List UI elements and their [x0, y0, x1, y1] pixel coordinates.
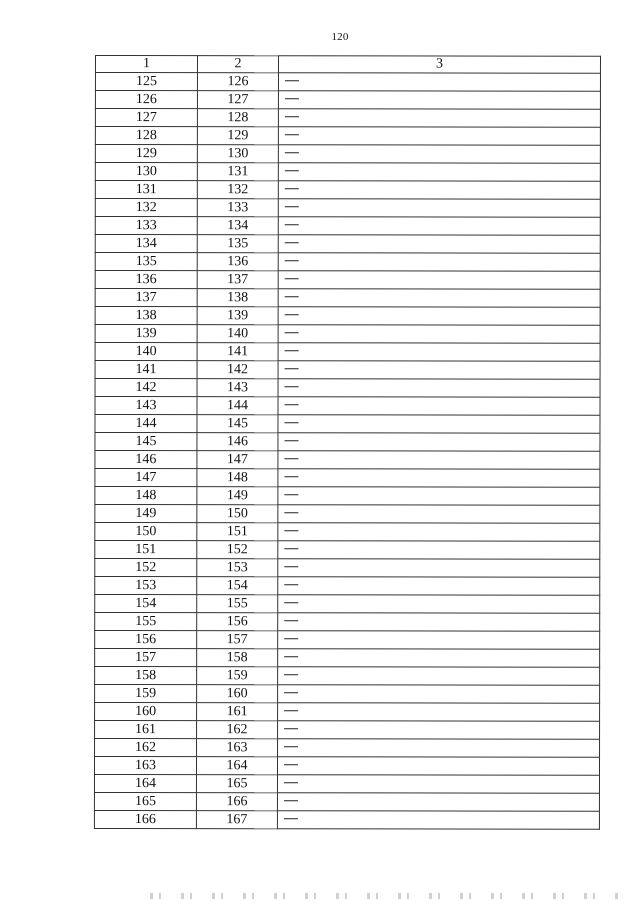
table-row [95, 415, 600, 434]
cell-col-3 [278, 721, 600, 739]
table-row [95, 271, 600, 290]
cell-col-3 [278, 325, 600, 343]
cell-col-1: 128 [95, 127, 197, 145]
cell-col-2: 143 [197, 379, 278, 397]
table-row [95, 91, 600, 110]
cell-col-1: 143 [95, 397, 197, 415]
dash-mark [285, 225, 299, 226]
dash-mark [285, 297, 299, 298]
dash-mark [284, 639, 298, 640]
cell-col-2: 164 [196, 757, 277, 775]
table-row [95, 307, 600, 326]
cell-col-1: 145 [95, 433, 197, 451]
cell-col-3 [278, 613, 600, 631]
table-row [95, 523, 600, 542]
cell-col-2: 150 [197, 505, 278, 523]
table-row [95, 739, 600, 758]
column-header-3: 3 [278, 56, 600, 73]
table-row [95, 433, 600, 452]
dash-mark [285, 351, 299, 352]
cell-col-2: 161 [197, 703, 278, 721]
table-row [94, 793, 599, 812]
cell-col-3 [277, 775, 599, 793]
dash-mark [284, 531, 298, 532]
cell-col-1: 138 [95, 307, 197, 325]
cell-col-1: 153 [95, 577, 197, 595]
cell-col-3 [278, 343, 600, 361]
cell-col-3 [278, 487, 600, 505]
dash-mark [285, 369, 299, 370]
cell-col-1: 161 [95, 721, 197, 739]
dash-mark [285, 243, 299, 244]
cell-col-3 [278, 595, 600, 613]
dash-mark [285, 207, 299, 208]
table-row [95, 559, 600, 578]
table-row [95, 163, 600, 182]
cell-col-2: 138 [197, 289, 278, 307]
table-row [95, 289, 600, 308]
cell-col-3 [278, 505, 600, 523]
dash-mark [284, 801, 298, 802]
cell-col-2: 136 [197, 253, 278, 271]
cell-col-2: 139 [197, 307, 278, 325]
cell-col-2: 147 [197, 451, 278, 469]
cell-col-1: 147 [95, 469, 197, 487]
data-table-container [94, 55, 600, 830]
cell-col-1: 148 [95, 487, 197, 505]
cell-col-2: 156 [197, 613, 278, 631]
dash-mark [284, 783, 298, 784]
dash-mark [284, 819, 298, 820]
cell-col-1: 158 [95, 667, 197, 685]
table-row [95, 667, 600, 686]
cell-col-2: 129 [197, 127, 278, 145]
cell-col-1: 129 [95, 145, 197, 163]
table-row [95, 703, 600, 722]
dash-mark [285, 189, 299, 190]
table-row [95, 127, 600, 146]
cell-col-2: 130 [197, 145, 278, 163]
dash-mark [285, 135, 299, 136]
table-row [95, 73, 600, 92]
table-row [95, 181, 600, 200]
cell-col-3 [278, 163, 600, 181]
dash-mark [284, 747, 298, 748]
cell-col-3 [278, 451, 600, 469]
table-row [95, 397, 600, 416]
cell-col-2: 140 [197, 325, 278, 343]
cell-col-3 [278, 703, 600, 721]
cell-col-3 [277, 757, 599, 775]
cell-col-2: 137 [197, 271, 278, 289]
cell-col-2: 165 [196, 775, 277, 793]
cell-col-3 [278, 307, 600, 325]
cell-col-3 [278, 289, 600, 307]
cell-col-2: 157 [197, 631, 278, 649]
dash-mark [284, 693, 298, 694]
table-row [95, 451, 600, 470]
cell-col-3 [278, 127, 600, 145]
cell-col-3 [278, 181, 600, 199]
cell-col-3 [278, 469, 600, 487]
cell-col-3 [278, 541, 600, 559]
cell-col-2: 167 [196, 811, 277, 829]
dash-mark [285, 333, 299, 334]
dash-mark [285, 315, 299, 316]
cell-col-3 [278, 253, 600, 271]
column-header-1: 1 [95, 56, 197, 73]
cell-col-3 [278, 73, 600, 91]
column-header-2: 2 [197, 56, 278, 73]
cell-col-1: 149 [95, 505, 197, 523]
cell-col-1: 165 [94, 793, 196, 811]
cell-col-1: 151 [95, 541, 197, 559]
cell-col-3 [278, 91, 600, 109]
dash-mark [285, 405, 299, 406]
cell-col-2: 128 [197, 109, 278, 127]
cell-col-1: 126 [95, 91, 197, 109]
cell-col-2: 163 [197, 739, 278, 757]
table-row [95, 145, 600, 164]
cell-col-2: 158 [197, 649, 278, 667]
table-row [95, 469, 600, 488]
cell-col-3 [278, 271, 600, 289]
table-row [95, 595, 600, 614]
cell-col-2: 145 [197, 415, 278, 433]
table-row [95, 253, 600, 272]
dash-mark [284, 513, 298, 514]
cell-col-1: 155 [95, 613, 197, 631]
cell-col-1: 163 [94, 757, 196, 775]
cell-col-3 [278, 379, 600, 397]
cell-col-1: 159 [95, 685, 197, 703]
cell-col-3 [278, 631, 600, 649]
cell-col-1: 166 [94, 810, 196, 828]
cell-col-1: 139 [95, 325, 197, 343]
dash-mark [285, 153, 299, 154]
cell-col-3 [278, 577, 600, 595]
table-row [95, 721, 600, 740]
cell-col-2: 152 [197, 541, 278, 559]
dash-mark [284, 423, 298, 424]
cell-col-3 [277, 811, 599, 829]
cell-col-3 [278, 667, 600, 685]
dash-mark [284, 549, 298, 550]
dash-mark [284, 765, 298, 766]
dash-mark [285, 261, 299, 262]
cell-col-1: 144 [95, 415, 197, 433]
table-row [95, 235, 600, 254]
scan-artifact [150, 893, 620, 899]
cell-col-3 [278, 145, 600, 163]
cell-col-2: 149 [197, 487, 278, 505]
cell-col-1: 150 [95, 523, 197, 541]
cell-col-2: 155 [197, 595, 278, 613]
table-row [95, 505, 600, 524]
dash-mark [284, 657, 298, 658]
dash-mark [284, 459, 298, 460]
cell-col-1: 137 [95, 289, 197, 307]
table-row [95, 649, 600, 668]
cell-col-1: 134 [95, 235, 197, 253]
table-row [95, 343, 600, 362]
table-row [95, 109, 600, 128]
cell-col-1: 140 [95, 343, 197, 361]
dash-mark [284, 495, 298, 496]
cell-col-2: 159 [197, 667, 278, 685]
dash-mark [284, 675, 298, 676]
cell-col-2: 132 [197, 181, 278, 199]
dash-mark [285, 171, 299, 172]
table-row [94, 757, 599, 776]
table-row [95, 541, 600, 560]
cell-col-1: 125 [95, 73, 197, 91]
header-row [95, 56, 600, 74]
dash-mark [284, 441, 298, 442]
cell-col-1: 154 [95, 595, 197, 613]
cell-col-3 [278, 559, 600, 577]
dash-mark [285, 99, 299, 100]
table-row [95, 487, 600, 506]
cell-col-2: 154 [197, 577, 278, 595]
cell-col-2: 162 [197, 721, 278, 739]
cell-col-1: 132 [95, 199, 197, 217]
dash-mark [285, 81, 299, 82]
cell-col-3 [278, 217, 600, 235]
cell-col-2: 151 [197, 523, 278, 541]
cell-col-3 [278, 199, 600, 217]
dash-mark [284, 729, 298, 730]
cell-col-3 [278, 109, 600, 127]
cell-col-2: 134 [197, 217, 278, 235]
cell-col-3 [278, 397, 600, 415]
dash-mark [284, 585, 298, 586]
table-row [95, 685, 600, 704]
cell-col-1: 130 [95, 163, 197, 181]
table-row [95, 361, 600, 380]
table-row [95, 199, 600, 218]
dash-mark [284, 477, 298, 478]
dash-mark [285, 279, 299, 280]
cell-col-1: 127 [95, 109, 197, 127]
dash-mark [284, 711, 298, 712]
page-number: 120 [331, 31, 349, 43]
cell-col-1: 142 [95, 379, 197, 397]
cell-col-1: 152 [95, 559, 197, 577]
table-row [95, 379, 600, 398]
cell-col-2: 166 [196, 793, 277, 811]
cell-col-3 [278, 649, 600, 667]
table-body [94, 73, 600, 830]
cell-col-3 [278, 415, 600, 433]
table-header [95, 56, 600, 74]
cell-col-3 [277, 793, 599, 811]
cell-col-2: 153 [197, 559, 278, 577]
cell-col-2: 144 [197, 397, 278, 415]
table-row [95, 631, 600, 650]
table-row [95, 577, 600, 596]
cell-col-1: 146 [95, 451, 197, 469]
data-table [94, 55, 601, 830]
dash-mark [284, 567, 298, 568]
cell-col-3 [278, 433, 600, 451]
dash-mark [285, 117, 299, 118]
cell-col-2: 126 [197, 73, 278, 91]
table-row [94, 775, 599, 794]
cell-col-3 [278, 361, 600, 379]
cell-col-3 [278, 685, 600, 703]
cell-col-2: 142 [197, 361, 278, 379]
dash-mark [284, 603, 298, 604]
cell-col-2: 131 [197, 163, 278, 181]
cell-col-1: 160 [95, 703, 197, 721]
cell-col-2: 148 [197, 469, 278, 487]
cell-col-1: 131 [95, 181, 197, 199]
cell-col-1: 156 [95, 631, 197, 649]
table-row [95, 613, 600, 632]
cell-col-2: 146 [197, 433, 278, 451]
cell-col-1: 162 [95, 739, 197, 757]
dash-mark [285, 387, 299, 388]
cell-col-2: 141 [197, 343, 278, 361]
cell-col-1: 164 [94, 775, 196, 793]
cell-col-1: 136 [95, 271, 197, 289]
cell-col-3 [278, 739, 600, 757]
cell-col-2: 133 [197, 199, 278, 217]
cell-col-3 [278, 235, 600, 253]
cell-col-1: 135 [95, 253, 197, 271]
cell-col-2: 135 [197, 235, 278, 253]
dash-mark [284, 621, 298, 622]
cell-col-2: 127 [197, 91, 278, 109]
cell-col-1: 141 [95, 361, 197, 379]
cell-col-2: 160 [197, 685, 278, 703]
table-row [94, 810, 599, 829]
cell-col-1: 133 [95, 217, 197, 235]
cell-col-1: 157 [95, 649, 197, 667]
cell-col-3 [278, 523, 600, 541]
table-row [95, 217, 600, 236]
table-row [95, 325, 600, 344]
